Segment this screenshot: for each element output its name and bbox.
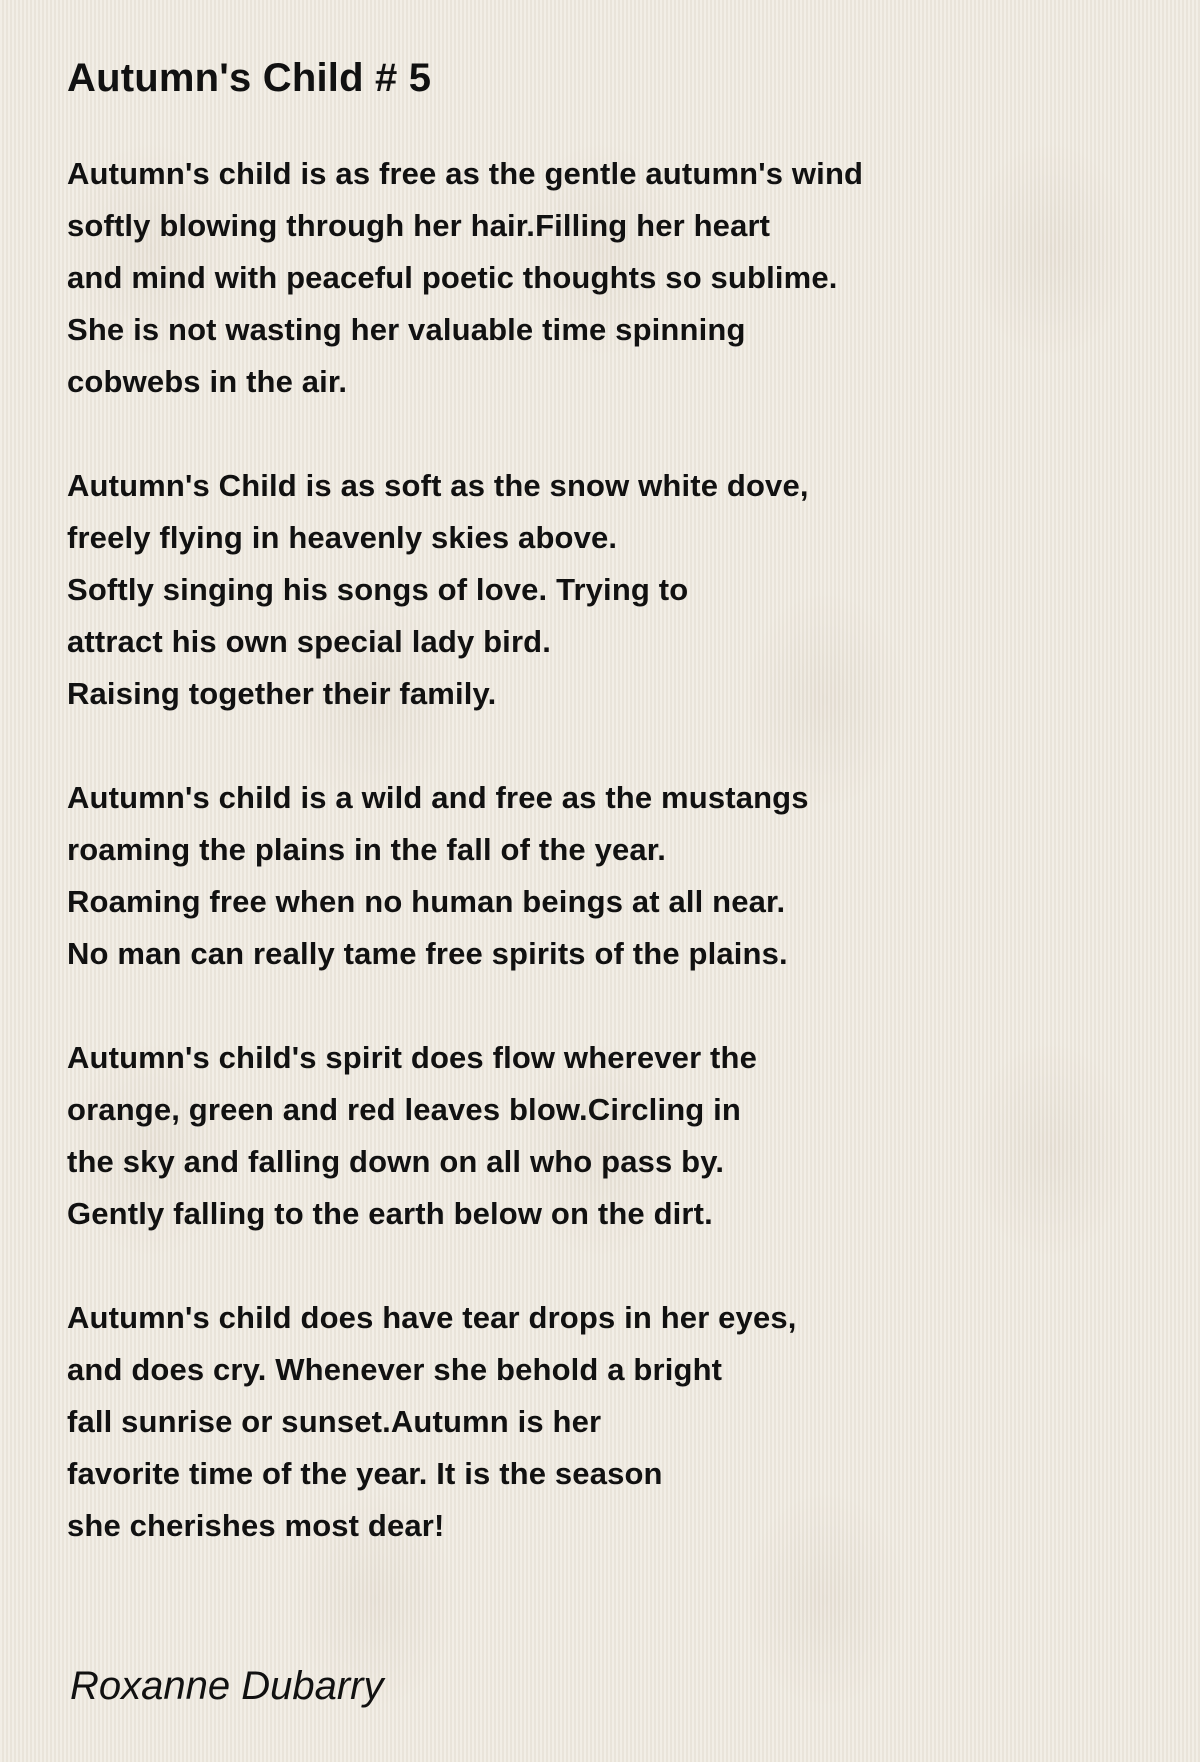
poem-line: and mind with peaceful poetic thoughts so sublime. (67, 260, 838, 295)
poem-line: Roaming free when no human beings at all near. (67, 884, 786, 919)
poem-line: she cherishes most dear! (67, 1508, 445, 1543)
poem-author: Roxanne Dubarry (70, 1664, 384, 1708)
poem-line: Raising together their family. (67, 676, 497, 711)
stanza-2 (67, 460, 1147, 720)
poem-line: Softly singing his songs of love. Trying to (67, 572, 689, 607)
poem-line: Gently falling to the earth below on the dirt. (67, 1196, 713, 1231)
poem-line: fall sunrise or sunset.Autumn is her (67, 1404, 602, 1439)
poem-line: freely flying in heavenly skies above. (67, 520, 618, 555)
stanza-1 (67, 148, 1147, 408)
poem-line: Autumn's child's spirit does flow wherever the (67, 1040, 757, 1075)
poem-title: Autumn's Child # 5 (67, 56, 432, 100)
poem-line: Autumn's child is as free as the gentle autumn's wind (67, 156, 864, 191)
poem-line: Autumn's Child is as soft as the snow white dove, (67, 468, 809, 503)
stanza-5 (67, 1292, 1147, 1552)
poem-line: orange, green and red leaves blow.Circling in (67, 1092, 741, 1127)
poem-line: the sky and falling down on all who pass by. (67, 1144, 725, 1179)
poem-line: Autumn's child is a wild and free as the mustangs (67, 780, 809, 815)
poem-body (67, 148, 1147, 1604)
poem-line: Autumn's child does have tear drops in her eyes, (67, 1300, 797, 1335)
poem-line: cobwebs in the air. (67, 364, 348, 399)
poem-line: and does cry. Whenever she behold a bright (67, 1352, 723, 1387)
poem-line: softly blowing through her hair.Filling her heart (67, 208, 771, 243)
poem-line: attract his own special lady bird. (67, 624, 552, 659)
stanza-4 (67, 1032, 1147, 1240)
poem-line: favorite time of the year. It is the season (67, 1456, 663, 1491)
poem-line: roaming the plains in the fall of the year. (67, 832, 667, 867)
poem-line: She is not wasting her valuable time spinning (67, 312, 746, 347)
poem-line: No man can really tame free spirits of the plains. (67, 936, 788, 971)
stanza-3 (67, 772, 1147, 980)
